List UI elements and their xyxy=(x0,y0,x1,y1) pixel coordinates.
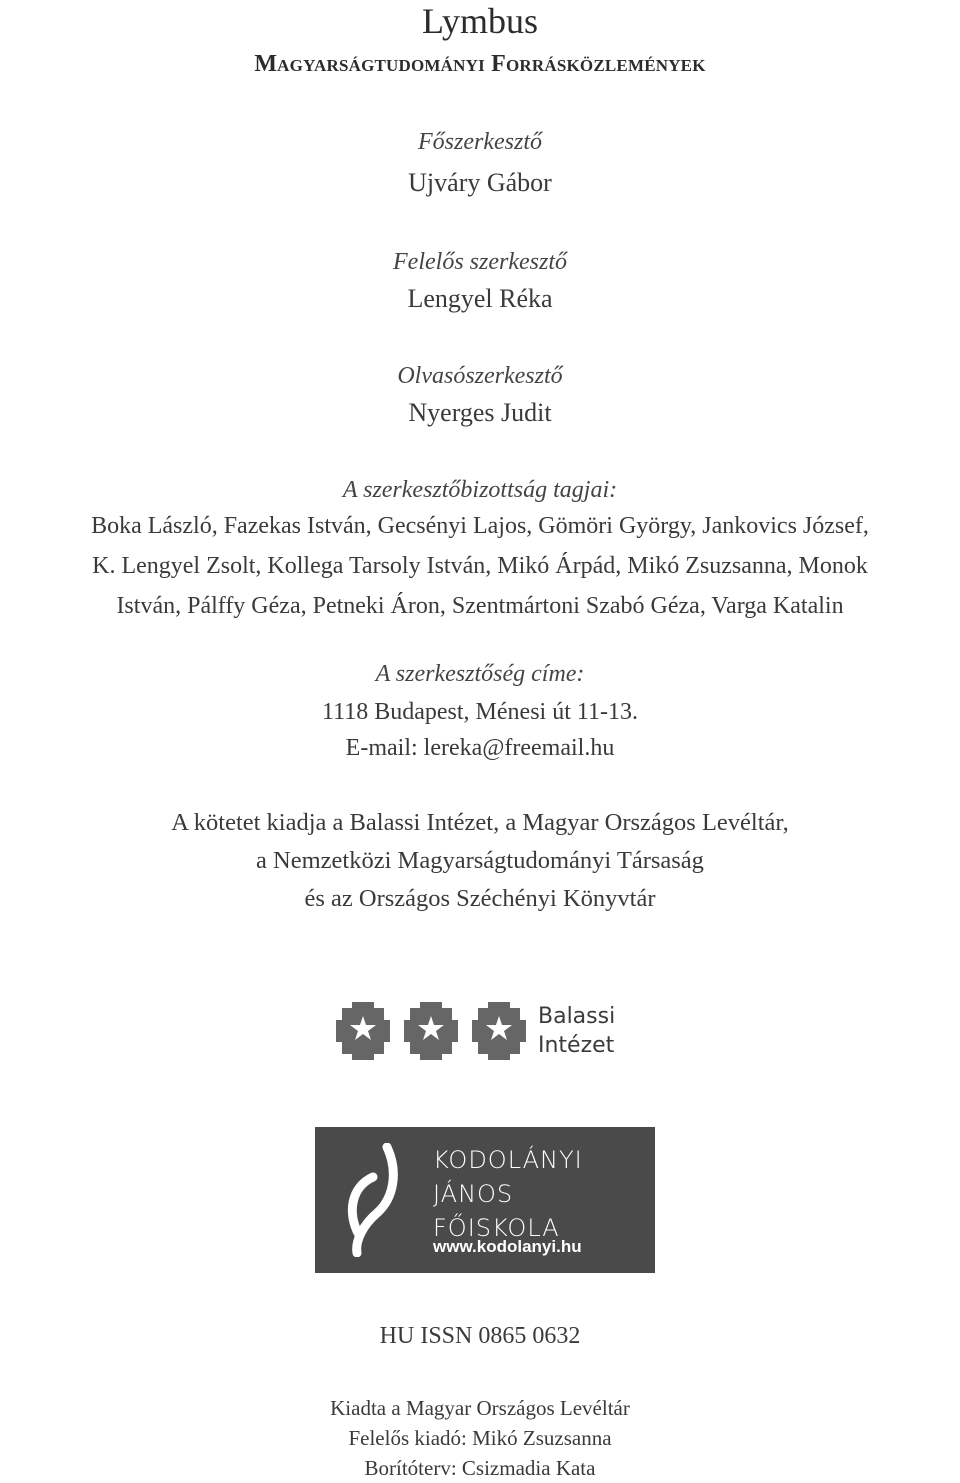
kodolanyi-leaf-icon xyxy=(329,1143,409,1257)
address-street: 1118 Budapest, Ménesi út 11-13. xyxy=(322,699,638,725)
publishers-line: A kötetet kiadja a Balassi Intézet, a Magyar Országos Levéltár, xyxy=(171,809,789,836)
editor-name: Lengyel Réka xyxy=(407,284,553,313)
publishers-line: és az Országos Széchényi Könyvtár xyxy=(304,885,656,912)
board-member-line: István, Pálffy Géza, Petneki Áron, Szentmártoni Szabó Géza, Varga Katalin xyxy=(116,593,844,619)
balassi-logo-text xyxy=(538,1002,615,1060)
board-members xyxy=(0,506,960,626)
editor-name: Nyerges Judit xyxy=(408,398,552,427)
colophon-cover: Borítóterv: Csizmadia Kata xyxy=(364,1456,596,1480)
kodolanyi-logo-url: www.kodolanyi.hu xyxy=(433,1237,582,1256)
kodolanyi-logo-name: KODOLÁNYI JÁNOS FŐISKOLA xyxy=(433,1146,583,1242)
editor-name: Ujváry Gábor xyxy=(408,168,552,197)
publishers-block xyxy=(0,804,960,918)
publishers-line: a Nemzetközi Magyarságtudományi Társaság xyxy=(256,847,704,874)
editor-role: Főszerkesztő xyxy=(418,129,542,155)
editor-role: Olvasószerkesztő xyxy=(397,363,563,389)
board-member-line: Boka László, Fazekas István, Gecsényi Lajos, Gömöri György, Jankovics József, xyxy=(91,513,869,539)
colophon-responsible: Felelős kiadó: Mikó Zsuzsanna xyxy=(348,1426,612,1450)
kodolanyi-logo xyxy=(315,1127,655,1273)
board-member-line: K. Lengyel Zsolt, Kollega Tarsoly István, Mikó Árpád, Mikó Zsuzsanna, Monok xyxy=(92,553,868,579)
journal-subtitle: Magyarságtudományi Forrásközlemények xyxy=(254,51,706,77)
editor-role: Felelős szerkesztő xyxy=(393,249,567,275)
board-label: A szerkesztőbizottság tagjai: xyxy=(342,477,618,503)
address-email: E-mail: lereka@freemail.hu xyxy=(345,735,615,761)
address-label: A szerkesztőség címe: xyxy=(375,661,585,687)
issn: HU ISSN 0865 0632 xyxy=(379,1323,581,1349)
balassi-logo-line: Intézet xyxy=(538,1033,615,1058)
journal-title: Lymbus xyxy=(421,1,538,41)
colophon-publisher: Kiadta a Magyar Országos Levéltár xyxy=(330,1396,630,1420)
balassi-logo-line: Balassi xyxy=(538,1004,616,1029)
